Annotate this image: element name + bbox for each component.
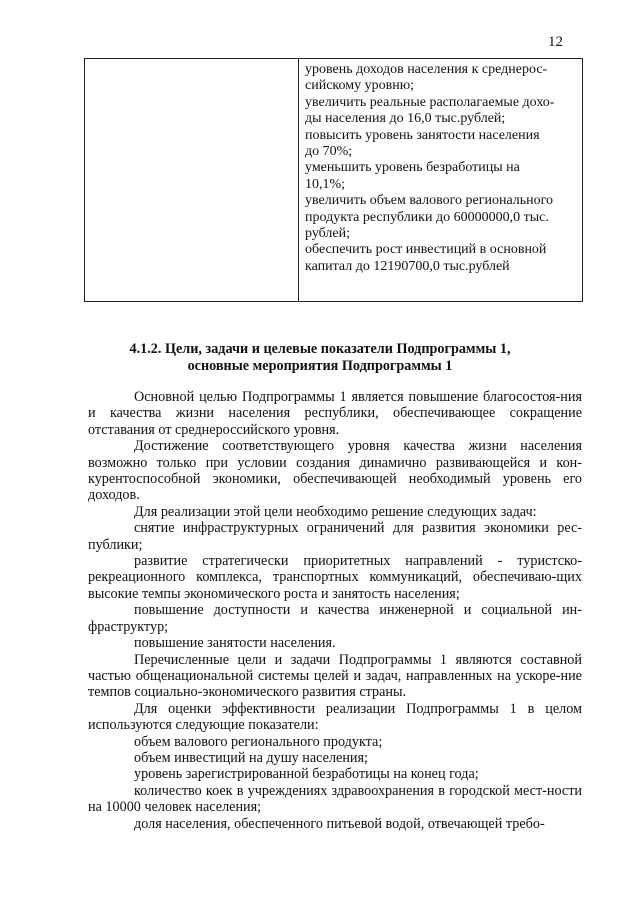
paragraph: количество коек в учреждениях здравоохранения в городской мест-ности на 10000 человек населения; bbox=[88, 782, 582, 816]
paragraph: Основной целью Подпрограммы 1 является повышение благосостоя-ния и качества жизни населения республики, обеспечивающее сокращение отставания от среднероссийского уровня. bbox=[88, 389, 582, 438]
table-line: сийскому уровню; bbox=[305, 78, 415, 94]
table-line: ды населения до 16,0 тыс.рублей; bbox=[305, 111, 506, 127]
paragraph: Достижение соответствующего уровня качества жизни населения возможно только при условии создания динамично развивающейся и кон-курентоспособной экономики, обеспечивающей необходимый уровень его доходов. bbox=[88, 438, 582, 504]
table-line: продукта республики до 60000000,0 тыс. bbox=[305, 209, 549, 225]
paragraph: Перечисленные цели и задачи Подпрограммы 1 являются составной частью общенациональной системы целей и задач, направленных на ускоре-ние темпов социально-экономического развития страны. bbox=[88, 651, 582, 701]
table-line: до 70%; bbox=[305, 144, 353, 160]
paragraph: объем валового регионального продукта; bbox=[134, 733, 383, 750]
body-text bbox=[88, 389, 582, 832]
section-title-line: основные мероприятия Подпрограммы 1 bbox=[187, 358, 453, 374]
table-line: повысить уровень занятости населения bbox=[305, 127, 540, 143]
table-line: уменьшить уровень безработицы на bbox=[305, 160, 520, 176]
goals-table bbox=[84, 58, 583, 302]
paragraph: Для реализации этой цели необходимо решение следующих задач: bbox=[134, 503, 537, 520]
paragraph: повышение занятости населения. bbox=[134, 635, 336, 652]
table-line: капитал до 12190700,0 тыс.рублей bbox=[305, 258, 510, 274]
table-right-cell bbox=[299, 59, 582, 301]
paragraph: снятие инфраструктурных ограничений для развития экономики рес-публики; bbox=[88, 520, 582, 553]
table-line: уровень доходов населения к среднерос- bbox=[305, 62, 548, 77]
paragraph: уровень зарегистрированной безработицы на конец года; bbox=[134, 766, 479, 783]
paragraph: повышение доступности и качества инженерной и социальной ин-фраструктур; bbox=[88, 602, 582, 635]
section-title-line: 4.1.2. Цели, задачи и целевые показатели Подпрограммы 1, bbox=[129, 341, 511, 357]
paragraph: развитие стратегически приоритетных направлений - туристско-рекреационного комплекса, транспортных коммуникаций, обеспечиваю-щих высокие темпы экономического роста и занятость населения; bbox=[88, 553, 582, 602]
table-line: увеличить реальные располагаемые дохо- bbox=[305, 94, 555, 110]
paragraph: объем инвестиций на душу населения; bbox=[134, 749, 368, 766]
page-number: 12 bbox=[548, 34, 563, 50]
paragraph: Для оценки эффективности реализации Подпрограммы 1 в целом используются следующие показатели: bbox=[88, 700, 582, 734]
table-line: увеличить объем валового регионального bbox=[305, 193, 554, 209]
table-line: обеспечить рост инвестиций в основной bbox=[305, 242, 547, 258]
paragraph: доля населения, обеспеченного питьевой водой, отвечающей требо- bbox=[134, 815, 545, 832]
table-left-cell bbox=[85, 59, 299, 301]
section-title bbox=[100, 341, 540, 375]
table-line: 10,1%; bbox=[305, 176, 346, 192]
table-line: рублей; bbox=[305, 226, 350, 242]
